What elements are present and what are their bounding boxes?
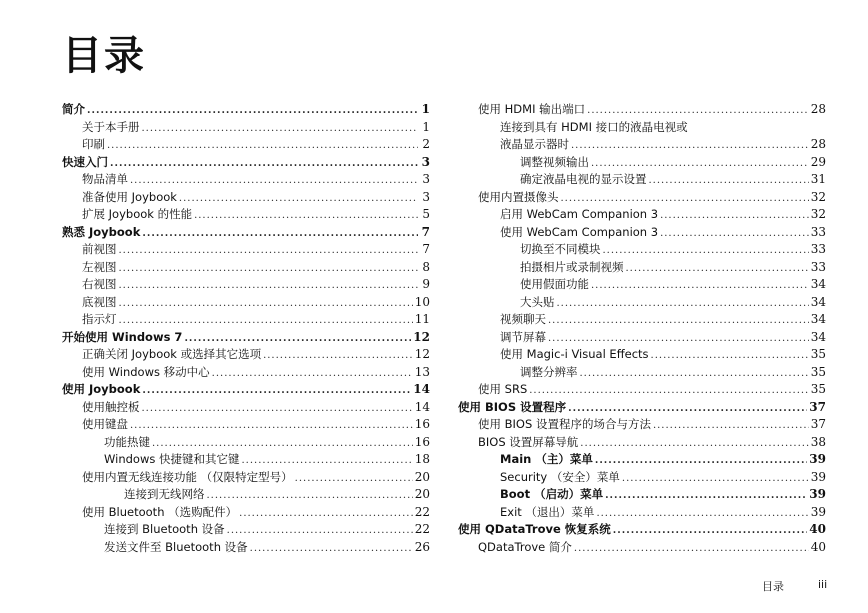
toc-entry-title: 大头贴 — [520, 294, 555, 309]
toc-entry-title: 连接到 Bluetooth 设备 — [104, 522, 225, 536]
toc-entry-title: 使用 BIOS 设置程序的场合与方法 — [478, 417, 651, 431]
dot-leader — [119, 312, 413, 330]
toc-entry-title: 使用内置摄像头 — [478, 189, 559, 204]
toc-entry-title: 关于本手册 — [82, 119, 140, 134]
toc-entry[interactable] — [458, 241, 826, 259]
toc-entry[interactable] — [458, 504, 826, 522]
toc-entry[interactable] — [458, 276, 826, 294]
dot-leader — [142, 120, 419, 138]
dot-leader — [571, 137, 809, 155]
toc-entry-title: QDataTrove 简介 — [478, 539, 572, 554]
toc-entry[interactable] — [62, 381, 430, 399]
dot-leader — [605, 487, 807, 505]
toc-entry-page: 28 — [810, 137, 826, 151]
toc-entry-title: 切换至不同模块 — [520, 242, 601, 256]
toc-entry-page: 32 — [810, 207, 826, 221]
toc-entry-title: 物品清单 — [82, 172, 128, 186]
toc-entry-title: Main （主）菜单 — [500, 452, 593, 466]
toc-entry-page: 40 — [809, 522, 826, 536]
toc-entry-page: 32 — [810, 189, 826, 204]
dot-leader — [626, 260, 809, 278]
toc-entry[interactable] — [62, 539, 430, 557]
toc-entry[interactable] — [458, 451, 826, 469]
toc-entry[interactable] — [62, 154, 430, 172]
toc-entry-title: 使用 Joybook — [62, 382, 141, 396]
toc-entry[interactable] — [458, 171, 826, 189]
toc-entry-page: 5 — [422, 207, 430, 221]
footer-page-number: iii — [818, 578, 828, 591]
toc-entry-page: 39 — [809, 487, 826, 501]
toc-entry-title: 准备使用 Joybook — [82, 189, 177, 204]
dot-leader — [87, 102, 418, 120]
toc-entry-title: 使用键盘 — [82, 417, 128, 431]
toc-entry[interactable] — [62, 311, 430, 329]
toc-entry-page: 16 — [414, 434, 430, 449]
toc-entry[interactable] — [62, 189, 430, 207]
dot-leader — [119, 260, 419, 278]
dot-leader — [242, 452, 413, 470]
dot-leader — [184, 330, 411, 348]
toc-entry-page: 3 — [422, 189, 430, 204]
toc-entry[interactable] — [62, 399, 430, 417]
dot-leader — [660, 207, 809, 225]
toc-entry[interactable] — [458, 416, 826, 434]
dot-leader — [591, 155, 809, 173]
toc-entry[interactable] — [458, 224, 826, 242]
dot-leader — [110, 155, 418, 173]
dot-leader — [194, 207, 418, 225]
toc-entry-page: 39 — [809, 452, 826, 466]
toc-entry-title: 使用 Magic-i Visual Effects — [500, 347, 649, 361]
toc-entry-page: 22 — [414, 522, 430, 536]
toc-entry-page: 20 — [414, 469, 430, 484]
toc-entry[interactable] — [458, 189, 826, 207]
toc-entry-title: 功能热键 — [104, 434, 150, 449]
toc-entry-page: 2 — [422, 137, 430, 151]
dot-leader — [130, 172, 418, 190]
toc-entry-title: 扩展 Joybook 的性能 — [82, 207, 193, 221]
toc-entry-title: 使用 QDataTrove 恢复系统 — [458, 522, 611, 536]
dot-leader — [107, 137, 418, 155]
toc-entry-page: 39 — [810, 504, 826, 519]
toc-entry[interactable] — [62, 119, 430, 137]
toc-entry-page: 35 — [810, 347, 826, 361]
toc-entry-page: 40 — [810, 539, 826, 554]
toc-entry-title: 拍摄相片或录制视频 — [520, 259, 624, 274]
toc-entry[interactable] — [458, 521, 826, 539]
dot-leader — [596, 505, 808, 523]
dot-leader — [263, 347, 413, 365]
toc-entry[interactable] — [62, 329, 430, 347]
toc-entry-page: 28 — [810, 102, 826, 116]
toc-entry-title: 使用假面功能 — [520, 277, 589, 291]
toc-entry-title: 调整视频输出 — [520, 154, 589, 169]
dot-leader — [295, 470, 413, 488]
dot-leader — [557, 295, 809, 313]
toc-entry-title: 调节屏幕 — [500, 329, 546, 344]
dot-leader — [603, 242, 809, 260]
dot-leader — [622, 470, 809, 488]
toc-entry-title: 使用 HDMI 输出端口 — [478, 102, 586, 116]
toc-entry-page: 8 — [422, 259, 430, 274]
toc-entry-page: 18 — [414, 452, 430, 466]
toc-entry-page: 11 — [414, 312, 430, 326]
dot-leader — [152, 435, 413, 453]
toc-entry-page: 14 — [413, 382, 430, 396]
toc-entry-title: 视频聊天 — [500, 312, 546, 326]
toc-entry[interactable] — [458, 469, 826, 487]
toc-entry[interactable] — [458, 381, 826, 399]
toc-entry-page: 12 — [413, 329, 430, 344]
toc-entry-title: Security （安全）菜单 — [500, 469, 620, 484]
toc-entry-page: 7 — [421, 224, 430, 239]
toc-entry-title: 连接到具有 HDMI 接口的液晶电视或 — [500, 119, 688, 134]
toc-entry-page: 29 — [810, 154, 826, 169]
toc-entry-title: BIOS 设置屏幕导航 — [478, 434, 579, 449]
dot-leader — [119, 242, 419, 260]
toc-entry-page: 22 — [414, 504, 430, 519]
dot-leader — [660, 225, 809, 243]
toc-entry[interactable] — [458, 346, 826, 364]
toc-entry-title: 连接到无线网络 — [124, 487, 205, 501]
toc-entry[interactable] — [458, 486, 826, 504]
toc-entry[interactable] — [62, 521, 430, 539]
dot-leader — [207, 487, 413, 505]
toc-entry-page: 26 — [414, 539, 430, 554]
dot-leader — [574, 540, 809, 558]
toc-entry-page: 9 — [422, 277, 430, 291]
toc-entry[interactable] — [62, 136, 430, 154]
toc-entry[interactable] — [62, 259, 430, 277]
toc-entry-title: 启用 WebCam Companion 3 — [500, 207, 659, 221]
toc-entry[interactable] — [458, 539, 826, 557]
toc-entry[interactable] — [62, 206, 430, 224]
toc-entry[interactable] — [62, 434, 430, 452]
toc-entry[interactable] — [458, 259, 826, 277]
toc-entry-page: 35 — [810, 382, 826, 396]
toc-entry-page: 16 — [414, 417, 430, 431]
dot-leader — [119, 295, 413, 313]
dot-leader — [212, 365, 413, 383]
dot-leader — [250, 540, 413, 558]
dot-leader — [580, 365, 809, 383]
dot-leader — [653, 417, 809, 435]
dot-leader — [548, 312, 809, 330]
toc-entry-title: 右视图 — [82, 277, 117, 291]
dot-leader — [595, 452, 807, 470]
toc-entry-title: 印刷 — [82, 137, 105, 151]
toc-entry[interactable] — [62, 101, 430, 119]
toc-entry-title: 指示灯 — [82, 312, 117, 326]
toc-entry-page: 38 — [810, 434, 826, 449]
toc-entry[interactable] — [62, 294, 430, 312]
toc-entry-title: 使用 SRS — [478, 382, 528, 396]
toc-entry-page: 10 — [414, 294, 430, 309]
dot-leader — [591, 277, 809, 295]
toc-entry-title: Boot （启动）菜单 — [500, 487, 604, 501]
toc-entry-page: 34 — [810, 329, 826, 344]
toc-entry[interactable] — [62, 241, 430, 259]
dot-leader — [130, 417, 413, 435]
dot-leader — [613, 522, 808, 540]
toc-entry-title: 使用 Windows 移动中心 — [82, 364, 210, 379]
page-title: 目录 — [62, 33, 146, 79]
dot-leader — [179, 190, 418, 208]
toc-entry-title: 底视图 — [82, 294, 117, 309]
dot-leader — [649, 172, 809, 190]
toc-entry-page: 34 — [810, 277, 826, 291]
dot-leader — [142, 382, 411, 400]
toc-entry[interactable] — [458, 136, 826, 154]
dot-leader — [239, 505, 413, 523]
dot-leader — [568, 400, 807, 418]
footer-label: 目录 — [762, 580, 784, 593]
dot-leader — [651, 347, 809, 365]
toc-entry-page: 34 — [810, 312, 826, 326]
dot-leader — [119, 277, 419, 295]
toc-entry-page: 13 — [414, 364, 430, 379]
toc-entry-title: 使用 WebCam Companion 3 — [500, 224, 659, 239]
toc-entry[interactable] — [62, 346, 430, 364]
toc-entry-page: 3 — [421, 154, 430, 169]
toc-entry-page: 33 — [810, 259, 826, 274]
toc-entry-page: 37 — [810, 417, 826, 431]
toc-entry-page: 1 — [421, 102, 430, 116]
toc-entry[interactable] — [62, 416, 430, 434]
toc-entry[interactable] — [62, 469, 430, 487]
toc-entry[interactable] — [62, 224, 430, 242]
toc-entry[interactable] — [458, 294, 826, 312]
toc-entry-page: 37 — [809, 399, 826, 414]
toc-entry-page: 33 — [810, 242, 826, 256]
toc-entry[interactable] — [458, 399, 826, 417]
toc-entry[interactable] — [62, 504, 430, 522]
toc-entry[interactable] — [62, 451, 430, 469]
toc-entry[interactable] — [458, 311, 826, 329]
dot-leader — [529, 382, 808, 400]
toc-entry-title: 调整分辨率 — [520, 364, 578, 379]
toc-entry-title: 快速入门 — [62, 154, 108, 169]
dot-leader — [142, 400, 413, 418]
toc-entry-page: 3 — [422, 172, 430, 186]
toc-entry-title: 使用内置无线连接功能 （仅限特定型号） — [82, 469, 293, 484]
dot-leader — [561, 190, 809, 208]
dot-leader — [548, 330, 809, 348]
toc-entry-page: 39 — [810, 469, 826, 484]
toc-entry-title: 确定液晶电视的显示设置 — [520, 172, 647, 186]
toc-entry-title: 使用 Bluetooth （选购配件） — [82, 504, 238, 519]
toc-entry-page: 35 — [810, 364, 826, 379]
dot-leader — [227, 522, 413, 540]
toc-entry-title: 左视图 — [82, 259, 117, 274]
toc-entry-title: 前视图 — [82, 242, 117, 256]
toc-entry-title: Windows 快捷键和其它键 — [104, 452, 240, 466]
toc-right-column — [458, 101, 826, 556]
toc-entry-page: 1 — [422, 119, 430, 134]
toc-entry-page: 7 — [422, 242, 430, 256]
dot-leader — [580, 435, 808, 453]
toc-entry-title: 开始使用 Windows 7 — [62, 329, 183, 344]
dot-leader — [587, 102, 809, 120]
toc-entry-title: 使用触控板 — [82, 399, 140, 414]
toc-entry[interactable] — [458, 101, 826, 119]
toc-entry-title: Exit （退出）菜单 — [500, 504, 595, 519]
toc-entry-page: 33 — [810, 224, 826, 239]
toc-entry-page: 14 — [414, 399, 430, 414]
toc-entry[interactable] — [458, 364, 826, 382]
toc-entry[interactable] — [62, 364, 430, 382]
toc-entry-title: 简介 — [62, 102, 85, 116]
toc-entry-title: 使用 BIOS 设置程序 — [458, 399, 567, 414]
toc-entry-page: 34 — [810, 294, 826, 309]
toc-left-column — [62, 101, 430, 556]
toc-entry-title: 发送文件至 Bluetooth 设备 — [104, 539, 248, 554]
toc-entry[interactable] — [62, 171, 430, 189]
toc-entry-page: 20 — [414, 487, 430, 501]
toc-entry-page: 12 — [414, 347, 430, 361]
toc-entry[interactable] — [458, 206, 826, 224]
toc-entry-title: 液晶显示器时 — [500, 137, 569, 151]
toc-entry[interactable] — [458, 154, 826, 172]
toc-entry-page: 31 — [810, 172, 826, 186]
toc-entry[interactable] — [458, 119, 826, 137]
dot-leader — [142, 225, 418, 243]
toc-entry-title: 正确关闭 Joybook 或选择其它选项 — [82, 347, 262, 361]
toc-entry[interactable] — [458, 329, 826, 347]
toc-entry[interactable] — [62, 276, 430, 294]
toc-entry-title: 熟悉 Joybook — [62, 224, 141, 239]
toc-entry[interactable] — [62, 486, 430, 504]
toc-entry[interactable] — [458, 434, 826, 452]
